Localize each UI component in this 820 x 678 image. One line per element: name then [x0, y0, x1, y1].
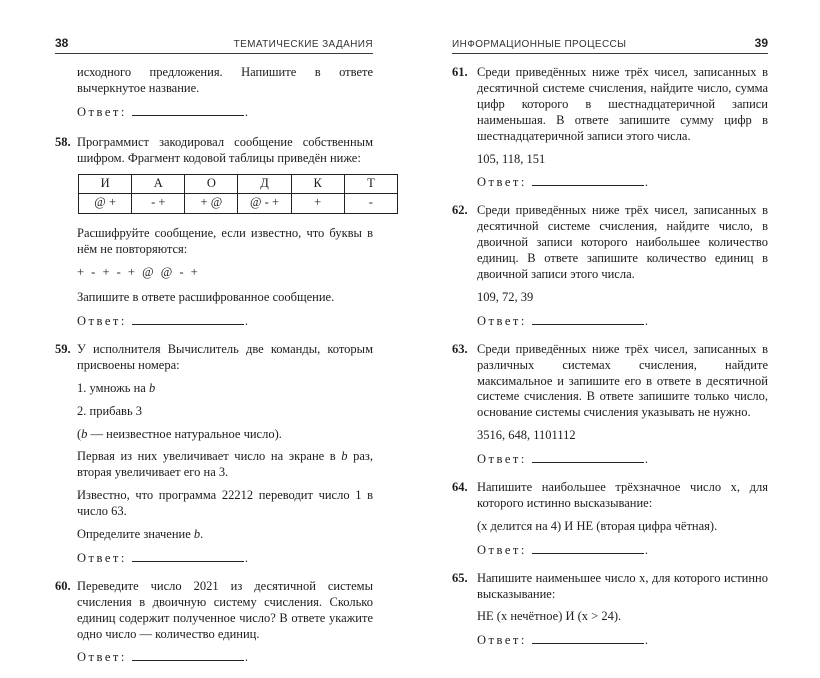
question-text: Определите значение — [77, 527, 194, 542]
task-63-numbers: 3516, 648, 1101112 — [477, 428, 576, 443]
answer-line — [77, 649, 373, 666]
page-left-header — [55, 36, 373, 54]
variable-b: b — [81, 426, 88, 441]
variable-b: b — [148, 380, 156, 395]
task-63-text: Среди приведённых ниже трёх чисел, записанных в различных системах счисления, найдите максимальное и запишите его в ответе в десятичной системе счисления. В ответе запишите только число, основание системы счисления указывать не нужно. — [477, 341, 768, 420]
running-head-left: ТЕМАТИЧЕСКИЕ ЗАДАНИЯ — [233, 39, 373, 50]
task-58 — [55, 135, 373, 330]
task-58-number: 58. — [55, 134, 71, 149]
code-table-code-row — [79, 194, 398, 214]
answer-label: Ответ: — [477, 313, 527, 328]
answer-blank-line — [132, 550, 244, 562]
answer-label: Ответ: — [477, 633, 527, 648]
answer-period: . — [644, 452, 648, 467]
task-62-number: 62. — [452, 203, 468, 218]
task-65-number: 65. — [452, 570, 468, 585]
code-table-code: @ - + — [238, 194, 291, 214]
task-61-number: 61. — [452, 65, 468, 79]
page-number-right: 39 — [754, 36, 768, 50]
task-59-text: У исполнителя Вычислитель две команды, которым присвоены номера: — [77, 341, 373, 372]
task-61-text: Среди приведённых ниже трёх чисел, записанных в десятичной системе счисления, найдите число, сумма цифр которого в шестнадцатеричной записи наименьшая. В ответе запишите сумму цифр в шестнадцатеричной записи этого числа. — [477, 65, 768, 143]
task-58-write-answer: Запишите в ответе расшифрованное сообщение. — [77, 290, 335, 305]
answer-line — [477, 632, 768, 649]
code-table-letter: Т — [344, 174, 397, 194]
command-1-text: 1. умножь на — [77, 380, 149, 395]
task57-continuation — [55, 65, 373, 121]
answer-period: . — [244, 550, 248, 565]
answer-label: Ответ: — [77, 550, 127, 565]
answer-blank-line — [532, 451, 644, 463]
answer-blank-line — [132, 104, 244, 116]
code-table-letter: А — [132, 174, 185, 194]
answer-line — [77, 104, 373, 121]
answer-period: . — [644, 633, 648, 648]
answer-line — [477, 542, 768, 559]
answer-label: Ответ: — [77, 104, 127, 119]
task-63-number: 63. — [452, 341, 468, 356]
variable-b: b — [341, 449, 348, 464]
task-61-numbers: 105, 118, 151 — [477, 151, 546, 166]
task-64 — [452, 480, 768, 559]
explanation-b: раз, вторая увеличивает его на 3. — [77, 449, 373, 480]
task-62-text: Среди приведённых ниже трёх чисел, записанных в десятичной системе счисления, найдите число, в двоичной записи которого наибольшее количество единиц. В ответе запишите количество единиц в двоичной записи этого числа. — [477, 203, 768, 281]
code-table-letter: О — [185, 174, 238, 194]
note-open: ( — [77, 426, 82, 441]
code-table-code: + @ — [185, 194, 238, 214]
answer-period: . — [244, 104, 248, 119]
task-58-text: Программист закодировал сообщение собственным шифром. Фрагмент кодовой таблицы приведён ниже: — [77, 134, 373, 165]
code-table — [78, 174, 398, 215]
answer-label: Ответ: — [477, 542, 527, 557]
running-head-right: ИНФОРМАЦИОННЫЕ ПРОЦЕССЫ — [452, 39, 627, 50]
code-table-code: - — [344, 194, 397, 214]
page-right — [452, 36, 768, 661]
code-table-code: - + — [132, 194, 185, 214]
task-59 — [55, 342, 373, 567]
task-64-number: 64. — [452, 480, 468, 495]
page-number-left: 38 — [55, 36, 69, 50]
task-60-text: Переведите число 2021 из десятичной системы счисления в двоичную систему счисления. Сколько единиц содержит полученное число? В ответе укажите одно число — количество единиц. — [77, 578, 373, 641]
answer-blank-line — [532, 174, 644, 186]
task-64-text: Напишите наибольшее трёхзначное число х, для которого истинно высказывание: — [477, 480, 768, 510]
task-65 — [452, 571, 768, 650]
answer-blank-line — [532, 632, 644, 644]
task-64-expression: (х делится на 4) И НЕ (вторая цифра чётная). — [477, 518, 718, 533]
page-right-header — [452, 36, 768, 54]
answer-period: . — [644, 542, 648, 557]
explanation-a: Первая из них увеличивает число на экране в — [77, 449, 342, 464]
task-60 — [55, 579, 373, 667]
answer-line — [77, 313, 373, 330]
task-60-number: 60. — [55, 578, 71, 593]
task-59-explanation — [77, 449, 373, 481]
variable-b: b — [193, 527, 201, 542]
answer-line — [477, 313, 768, 330]
code-table-letter: Д — [238, 174, 291, 194]
task-59-number: 59. — [55, 341, 71, 356]
answer-label: Ответ: — [477, 175, 527, 190]
answer-line — [477, 174, 768, 191]
answer-blank-line — [532, 313, 644, 325]
code-table-letter: К — [291, 174, 344, 194]
note-rest: — неизвестное натуральное число). — [87, 426, 282, 441]
page-left — [55, 36, 373, 678]
answer-line — [477, 451, 768, 468]
task-61 — [452, 65, 768, 191]
answer-period: . — [644, 313, 648, 328]
task-59-command-2: 2. прибавь 3 — [77, 403, 143, 418]
answer-label: Ответ: — [77, 650, 127, 665]
task-62 — [452, 203, 768, 329]
task-58-instruction: Расшифруйте сообщение, если известно, что буквы в нём не повторяются: — [77, 226, 373, 257]
task-58-cipher: + - + - + @ @ - + — [77, 265, 200, 280]
task-59-program-fact: Известно, что программа 22212 переводит число 1 в число 63. — [77, 488, 373, 519]
question-period: . — [200, 527, 204, 542]
task-59-note — [77, 427, 373, 443]
answer-label: Ответ: — [77, 313, 127, 328]
code-table-code: @ + — [79, 194, 132, 214]
task-59-command-1 — [77, 381, 373, 397]
code-table-letter: И — [79, 174, 132, 194]
answer-period: . — [644, 175, 648, 190]
answer-blank-line — [132, 649, 244, 661]
answer-period: . — [244, 650, 248, 665]
answer-label: Ответ: — [477, 452, 527, 467]
code-table-header-row — [79, 174, 398, 194]
answer-period: . — [244, 313, 248, 328]
task-62-numbers: 109, 72, 39 — [477, 289, 534, 304]
code-table-code: + — [291, 194, 344, 214]
task-63 — [452, 342, 768, 468]
answer-line — [77, 550, 373, 567]
task-65-expression: НЕ (х нечётное) И (х > 24). — [477, 609, 622, 624]
task57-continuation-text: исходного предложения. Напишите в ответе вычеркнутое название. — [77, 65, 373, 95]
answer-blank-line — [132, 313, 244, 325]
answer-blank-line — [532, 542, 644, 554]
task-59-question — [77, 527, 373, 543]
task-65-text: Напишите наименьшее число х, для которого истинно высказывание: — [477, 570, 768, 601]
